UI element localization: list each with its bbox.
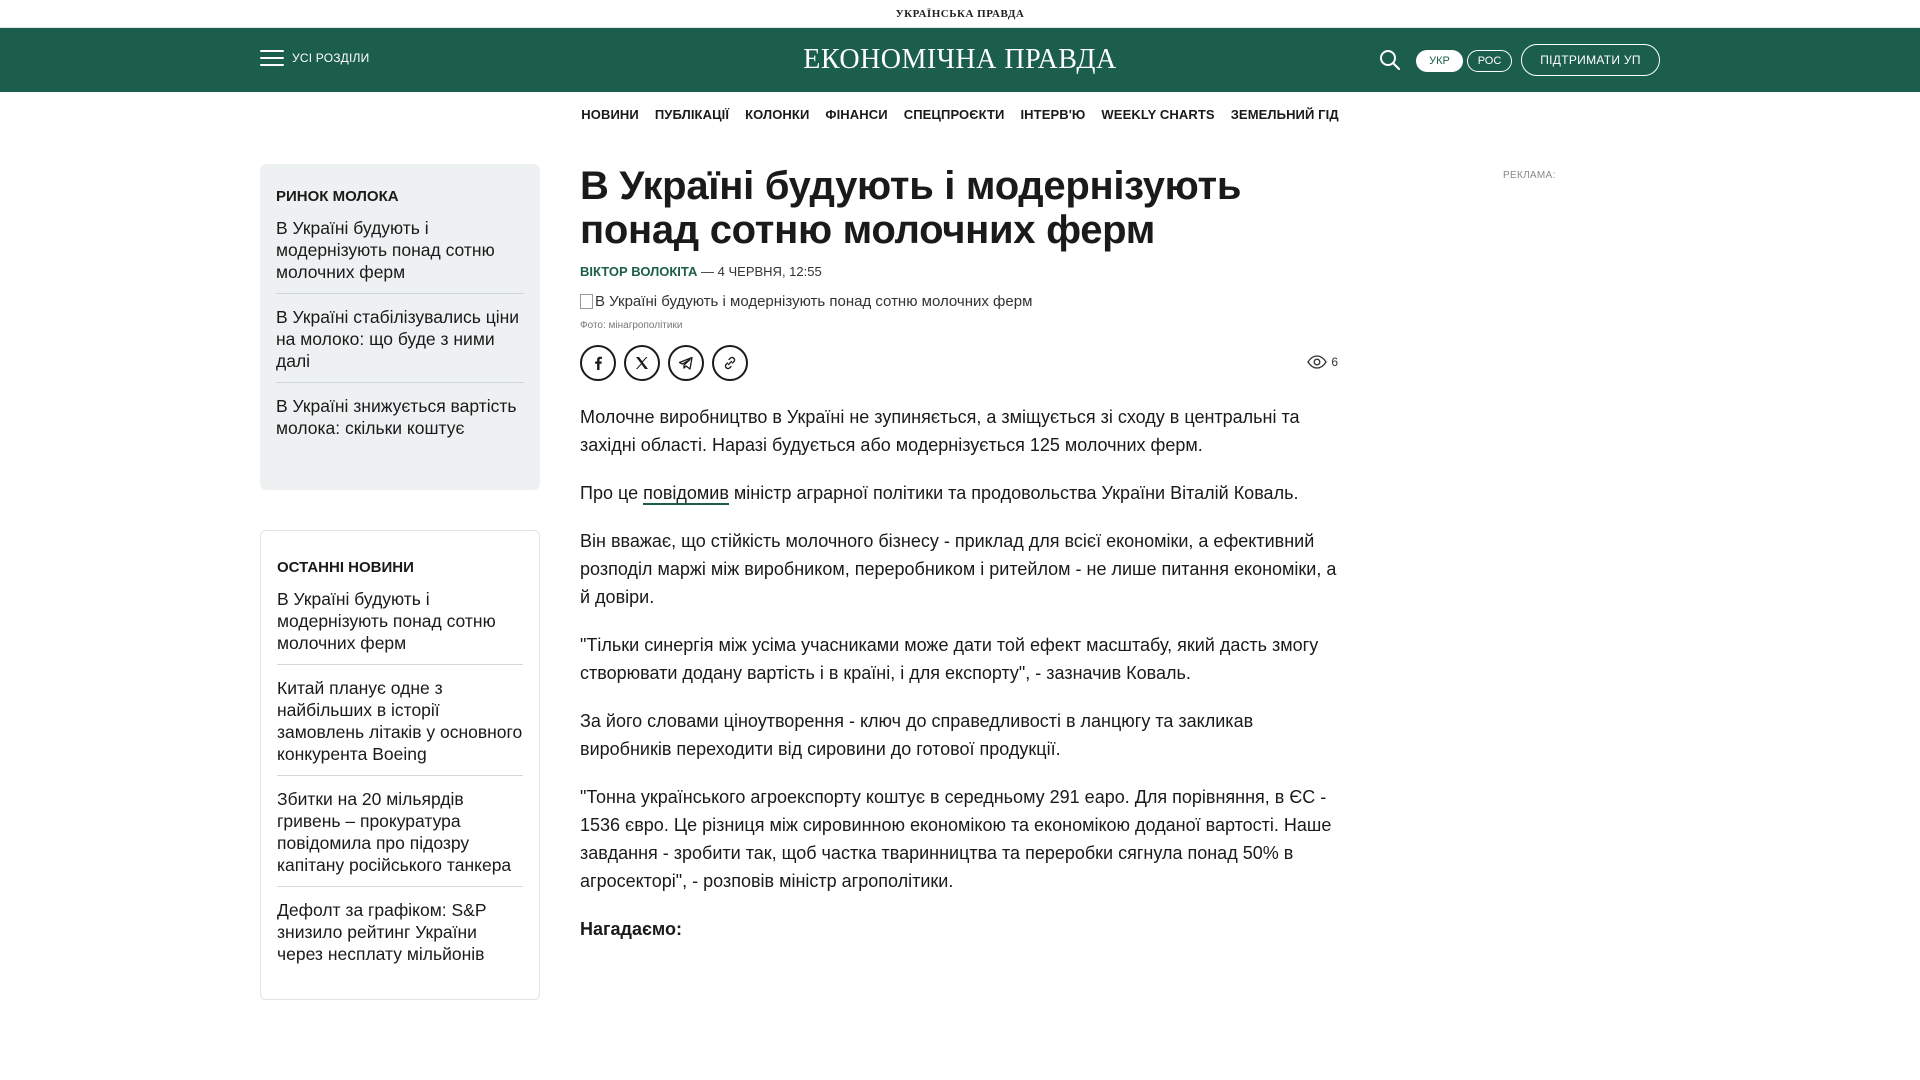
article-author[interactable]: ВІКТОР ВОЛОКІТА — [580, 264, 698, 279]
topic-box-title[interactable]: РИНОК МОЛОКА — [276, 188, 399, 205]
nav-item-news[interactable]: НОВИНИ — [581, 106, 639, 122]
nav-item-finance[interactable]: ФІНАНСИ — [825, 106, 888, 122]
views-count: 6 — [1331, 355, 1338, 369]
topic-box — [260, 164, 540, 490]
up-logo-link[interactable]: УКРАЇНСЬКА ПРАВДА — [895, 7, 1025, 20]
nav-item-publications[interactable]: ПУБЛІКАЦІЇ — [654, 106, 730, 122]
source-link[interactable]: повідомив — [643, 483, 729, 503]
all-sections-menu-button[interactable] — [260, 50, 369, 66]
article-paragraph: Він вважає, що стійкість молочного бізнесу - приклад для всієї економіки, а ефективний розподіл маржі між виробником, переробником і ритейлом - не лише питання економіки, а й довіри. — [580, 531, 1337, 607]
article-paragraph: За його словами ціноутворення - ключ до справедливості в ланцюгу та закликав виробників переходити від сировини до готової продукції. — [580, 711, 1254, 759]
all-sections-label: УСІ РОЗДІЛИ — [292, 51, 370, 65]
ad-label: РЕКЛАМА: — [1503, 170, 1556, 181]
main-nav — [0, 92, 1920, 136]
topic-item[interactable]: В Україні будують і модернізують понад сотню молочних ферм — [276, 217, 524, 294]
article-reminder-heading: Нагадаємо: — [580, 919, 682, 939]
article — [580, 164, 1342, 963]
lang-ros-button[interactable]: РОС — [1467, 50, 1512, 72]
article-body — [580, 403, 1342, 943]
latest-news-item[interactable]: Збитки на 20 мільярдів гривень – прокуратура повідомила про підозру капітану російського танкера — [277, 788, 523, 887]
nav-item-interview[interactable]: ІНТЕРВ'Ю — [1020, 106, 1086, 122]
article-meta — [580, 264, 1342, 279]
article-paragraph: "Тільки синергія між усіма учасниками може дати той ефект масштабу, який дасть змогу створювати додану вартість і в країні, і для експорту", - зазначив Коваль. — [580, 635, 1319, 683]
hamburger-icon — [260, 50, 284, 66]
photo-caption: Фото: мінагрополітики — [580, 320, 683, 331]
latest-news-item[interactable]: Дефолт за графіком: S&P знизило рейтинг України через несплату мільйонів — [277, 900, 487, 964]
latest-news-item[interactable]: Китай планує одне з найбільших в історії замовлень літаків у основного конкурента Boeing — [277, 677, 523, 776]
copy-link-icon[interactable] — [712, 345, 748, 381]
paragraph-text: Про це — [580, 483, 644, 503]
site-header — [0, 28, 1920, 92]
up-topbar — [0, 0, 1920, 28]
nav-item-columns[interactable]: КОЛОНКИ — [745, 106, 810, 122]
article-title: В Україні будують і модернізують понад сотню молочних ферм — [580, 164, 1242, 252]
nav-item-weekly-charts[interactable]: WEEKLY CHARTS — [1101, 106, 1215, 122]
article-paragraph: "Тонна українського агроекспорту коштує в середньому 291 еаро. Для порівняння, в ЄС - 1536 євро. Це різниця між сировинною економікою та економікою доданої вартості. Наше завдання - зробити так, щоб частка тваринництва та переробки сягнула понад 50% в агросекторі", - розповів міністр агрополітики. — [580, 787, 1332, 891]
nav-item-special-projects[interactable]: СПЕЦПРОЄКТИ — [903, 106, 1005, 122]
share-row — [580, 345, 1342, 383]
nav-item-land-guide[interactable]: ЗЕМЕЛЬНИЙ ГІД — [1230, 106, 1339, 122]
article-paragraph — [580, 479, 1342, 507]
article-paragraph: Молочне виробництво в Україні не зупиняється, а зміщується зі сходу в центральні та західні області. Наразі будується або модернізується 125 молочних ферм. — [580, 407, 1300, 455]
lang-ukr-button[interactable]: УКР — [1416, 50, 1463, 72]
support-button[interactable]: ПІДТРИМАТИ УП — [1521, 44, 1660, 76]
article-date: — 4 ЧЕРВНЯ, 12:55 — [697, 264, 822, 279]
facebook-share-icon[interactable] — [580, 345, 616, 381]
latest-news-title[interactable]: ОСТАННІ НОВИНИ — [277, 559, 414, 576]
search-icon[interactable] — [1378, 48, 1402, 72]
brand-logo[interactable]: ЕКОНОМІЧНА ПРАВДА — [803, 44, 1117, 75]
topic-item[interactable]: В Україні стабілізувались ціни на молоко: що буде з ними далі — [276, 306, 524, 383]
telegram-share-icon[interactable] — [668, 345, 704, 381]
x-share-icon[interactable] — [624, 345, 660, 381]
topic-item[interactable]: В Україні знижується вартість молока: скільки коштує — [276, 396, 517, 438]
article-image-alt: В Україні будують і модернізують понад сотню молочних ферм — [595, 293, 1033, 310]
latest-news-box — [260, 530, 540, 1000]
latest-news-item[interactable]: В Україні будують і модернізують понад сотню молочних ферм — [277, 588, 523, 665]
article-image — [580, 293, 1342, 310]
paragraph-text: міністр аграрної політики та продовольства України Віталій Коваль. — [728, 483, 1299, 503]
eye-icon — [1307, 355, 1327, 369]
views-counter — [1307, 355, 1338, 369]
broken-image-icon — [580, 294, 593, 309]
